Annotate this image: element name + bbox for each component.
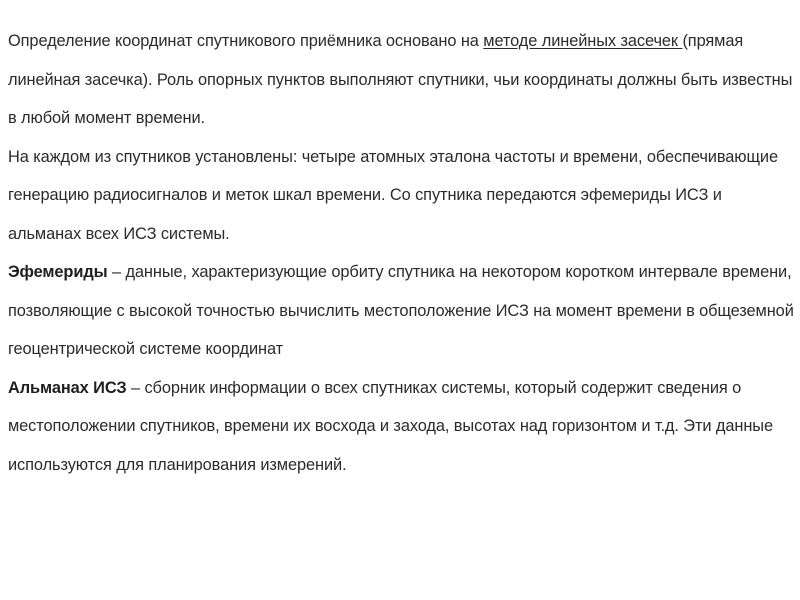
paragraph-satellite-equipment-text: На каждом из спутников установлены: четыре атомных эталона частоты и времени, обеспечивающие генерацию радиосигналов и меток шкал времени. Со спутника передаются эфемериды ИСЗ и альманах всех ИСЗ системы. <box>8 147 778 243</box>
paragraph-ephemeris <box>8 253 794 369</box>
definition-ephemeris: – данные, характеризующие орбиту спутника на некотором коротком интервале времени, позволяющие с высокой точностью вычислить местоположение ИСЗ на момент времени в общеземной геоцентрической системе координат <box>8 263 794 358</box>
linear-intersection-link[interactable]: методе линейных засечек <box>483 32 683 50</box>
term-almanac: Альманах ИСЗ <box>8 378 127 397</box>
paragraph-almanac <box>8 369 794 485</box>
term-ephemeris: Эфемериды <box>8 263 108 281</box>
paragraph-satellite-equipment <box>8 138 794 254</box>
text-block <box>8 22 794 484</box>
paragraph-method-intro: Определение координат спутникового приёмника основано на <box>8 32 484 50</box>
paragraph-method-rest: (прямая линейная засечка). Роль опорных пунктов выполняют спутники, чьи координаты должны быть известны в любой момент времени. <box>8 32 793 127</box>
definition-almanac: – сборник информации о всех спутниках системы, который содержит сведения о местоположении спутников, времени их восхода и захода, высотах над горизонтом и т.д. Эти данные используются для планирования измерений. <box>8 378 773 474</box>
paragraph-method <box>8 22 794 138</box>
